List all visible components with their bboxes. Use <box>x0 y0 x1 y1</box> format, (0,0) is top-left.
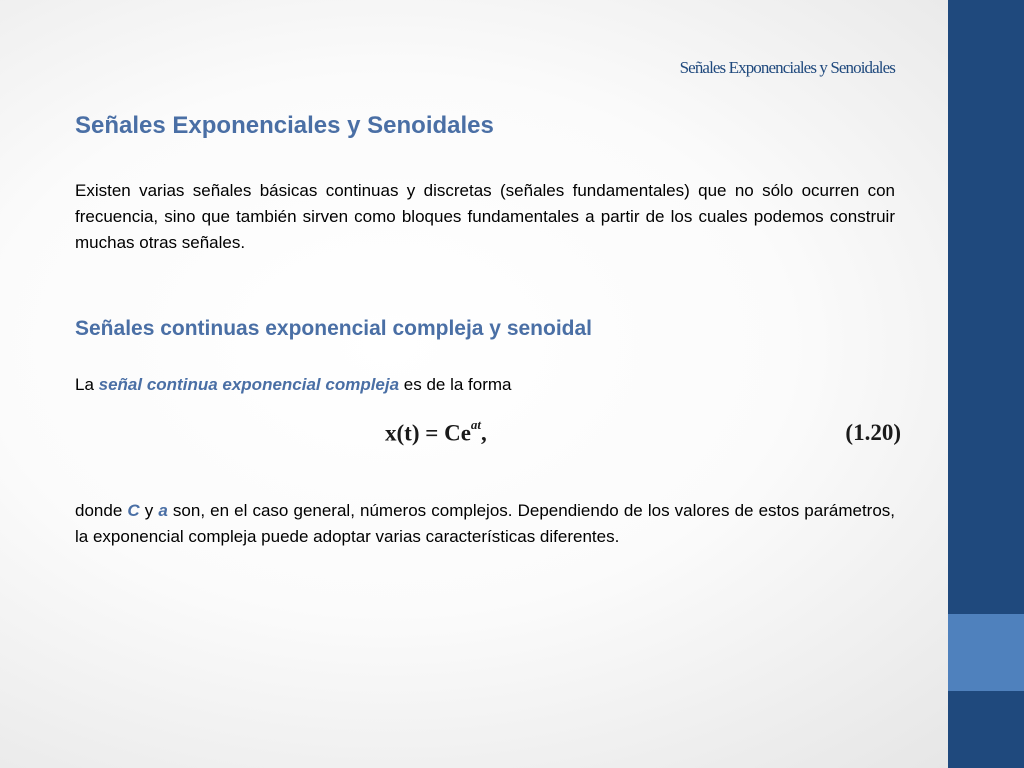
definition-term: señal continua exponencial compleja <box>98 375 400 394</box>
definition-prefix: La <box>75 375 99 394</box>
closing-paragraph <box>75 498 895 550</box>
slide-title: Señales Exponenciales y Senoidales <box>75 112 494 139</box>
running-title: Señales Exponenciales y Senoidales <box>679 58 895 77</box>
sidebar-accent-block <box>948 614 1024 691</box>
variable-c: C <box>127 501 140 520</box>
closing-part2: y <box>139 501 159 520</box>
section-subtitle: Señales continuas exponencial compleja y senoidal <box>75 317 593 340</box>
intro-paragraph: Existen varias señales básicas continuas y discretas (señales fundamentales) que no sólo ocurren con frecuencia, sino que también sirven como bloques fundamentales a partir de los cuales podemos construir muchas otras señales. <box>75 181 895 252</box>
slide-content <box>75 110 901 550</box>
definition-suffix: es de la forma <box>399 375 512 394</box>
equation-exponent: at <box>470 417 482 432</box>
closing-part1: donde <box>75 501 128 520</box>
closing-part3: son, en el caso general, números complejos. Dependiendo de los valores de estos parámetros, la exponencial compleja puede adoptar varias características diferentes. <box>75 501 896 546</box>
right-sidebar-bar <box>948 0 1024 768</box>
equation-row <box>75 414 901 462</box>
equation-number: (1.20) <box>845 420 901 445</box>
equation <box>385 417 487 447</box>
definition-paragraph <box>75 372 895 398</box>
variable-a: a <box>158 501 168 520</box>
equation-lhs: x(t) = Ce <box>385 420 471 446</box>
equation-trailing: , <box>481 420 487 446</box>
